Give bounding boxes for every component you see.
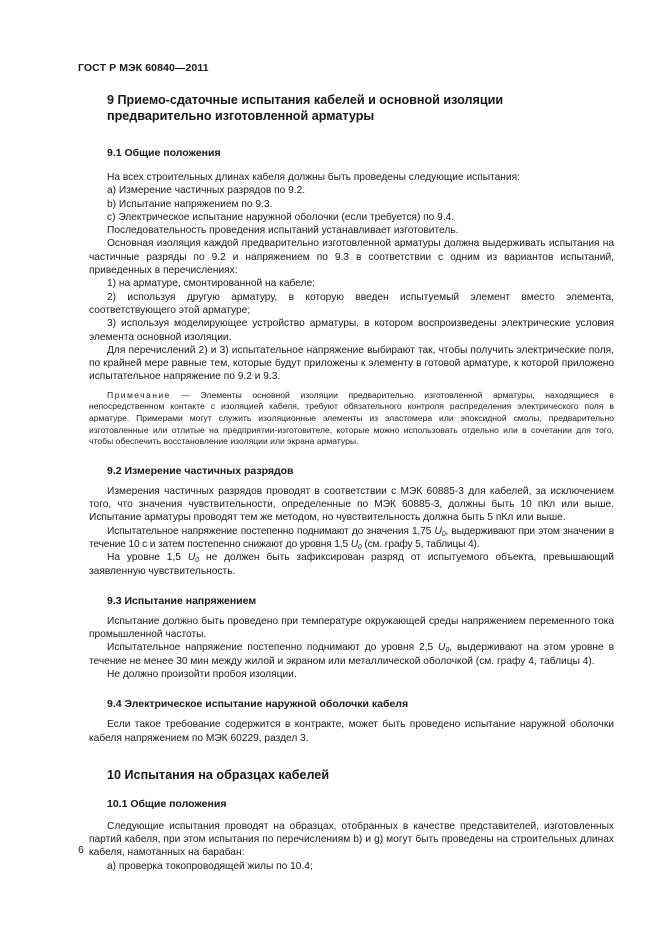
subsection-9-1-title: 9.1 Общие положения: [107, 147, 221, 159]
s93-para-3: Не должно произойти пробоя изоляции.: [107, 668, 297, 680]
section-9-title: 9 Приемо-сдаточные испытания кабелей и основной изоляции предварительно изготовленной арматуры: [107, 93, 504, 123]
s92-para-1: Измерения частичных разрядов проводят в соответствии с МЭК 60885-3 для кабелей, за исключением того, что значения чувствительности, определенные по МЭК 60885-3, должны быть 10 пКл или выше. Испытание арматуры проводят тем же методом, но чувствительность должна быть 5 пКл или выше.: [89, 485, 614, 524]
s101-para-1: Следующие испытания проводят на образцах, отобранных в качестве представителей, изготовленных партий кабеля, при этом испытания по перечислениям b) и g) могут быть проведены на строительных длинах кабеля, намотанных на барабан:: [89, 820, 614, 859]
s91-list-1: 1) на арматуре, смонтированной на кабеле;: [107, 278, 315, 290]
s93-para-2-b: , выдерживают на этом уровне в течение не менее 30 мин между жилой и экраном или металлической оболочкой (см. графу 4, таблицы 4).: [89, 642, 614, 667]
s94-para-1: Если такое требование содержится в контракте, может быть проведено испытание наружной оболочки кабеля напряжением по МЭК 60229, раздел 3.: [89, 719, 614, 744]
page-number: 6: [78, 844, 84, 856]
note-text: — Элементы основной изоляции предварительно изготовленной арматуры, находящиеся в непосредственном контакте с изоляцией кабеля, требуют обязательного контроля распределения электрического поля в арматуре. Примерами могут служить изоляционные элементы из эластомера или эпоксидной смолы, предварительно изготовленные или отлитые на предприятии-изготовителе, которые можно использовать отдельно или в сочетании для того, чтобы обеспечить восстановление изоляции или экрана арматуры.: [89, 389, 614, 447]
subsection-9-3-title: 9.3 Испытание напряжением: [107, 594, 257, 607]
s92-para-2-c: (см. графу 5, таблицы 4).: [361, 538, 480, 550]
s92-para-3-b: не должен быть зафиксирован разряд от испытуемого объекта, превышающий заявленную чувствительность.: [89, 552, 614, 577]
s91-order: Последовательность проведения испытаний устанавливает изготовитель.: [107, 225, 459, 237]
s93-para-1: Испытание должно быть проведено при температуре окружающей среды напряжением переменного тока промышленной частоты.: [89, 615, 614, 641]
page-content: [89, 92, 614, 873]
s92-para-2-b: , выдерживают при этом значении в течение 10 с и затем постепенно снижают до уровня 1,5: [89, 525, 614, 550]
s91-list-3: 3) используя моделирующее устройство арматуры, в котором воспроизведены электрические условия элемента основной изоляции.: [89, 318, 614, 343]
s92-para-2-a: Испытательное напряжение постепенно поднимают до значения 1,75: [107, 525, 435, 537]
s91-intro: На всех строительных длинах кабеля должны быть проведены следующие испытания:: [107, 172, 520, 183]
u0-symbol: $U_0$: [434, 525, 446, 538]
s91-para-2: Основная изоляция каждой предварительно изготовленной арматуры должна выдерживать испытания на частичные разряды по 9.2 и напряжением по 9.3 в соответствии с одним из вариантов испытаний, приведенных в перечислениях:: [89, 238, 614, 277]
s101-item-a: а) проверка токопроводящей жилы по 10.4;: [107, 860, 313, 872]
u0-symbol: $U_0$: [350, 538, 362, 551]
s93-para-2: [89, 641, 614, 668]
u0-symbol: $U_0$: [438, 642, 450, 655]
s92-para-2: [89, 525, 614, 552]
s91-item-a: а) Измерение частичных разрядов по 9.2.: [107, 185, 306, 197]
subsection-10-1-title: 10.1 Общие положения: [107, 797, 227, 810]
section-10-title: 10 Испытания на образцах кабелей: [107, 767, 330, 782]
u0-symbol: $U_0$: [187, 552, 200, 565]
subsection-9-2-title: 9.2 Измерение частичных разрядов: [107, 464, 294, 477]
s91-item-c: с) Электрическое испытание наружной оболочки (если требуется) по 9.4.: [107, 211, 455, 223]
s91-item-b: b) Испытание напряжением по 9.3.: [107, 198, 273, 210]
s91-list-2: 2) используя другую арматуру, в которую введен испытуемый элемент вместо элемента, соответствующего этой арматуре;: [89, 291, 614, 316]
s92-para-3-a: На уровне 1,5: [107, 552, 188, 564]
page-header: ГОСТ Р МЭК 60840—2011: [78, 62, 209, 74]
s93-para-2-a: Испытательное напряжение постепенно поднимают до уровня 2,5: [107, 642, 439, 654]
s92-para-3: [89, 551, 614, 578]
subsection-9-4-title: 9.4 Электрическое испытание наружной оболочки кабеля: [107, 698, 409, 711]
note-label: Примечание: [107, 389, 171, 400]
note: [89, 390, 614, 448]
s91-para-3: Для перечислений 2) и 3) испытательное напряжение выбирают так, чтобы получить электрические поля, по крайней мере равные тем, которые будут приложены к элементу в готовой арматуре, к которой приложено испытательное напряжение по 9.2 и 9.3.: [89, 344, 614, 383]
